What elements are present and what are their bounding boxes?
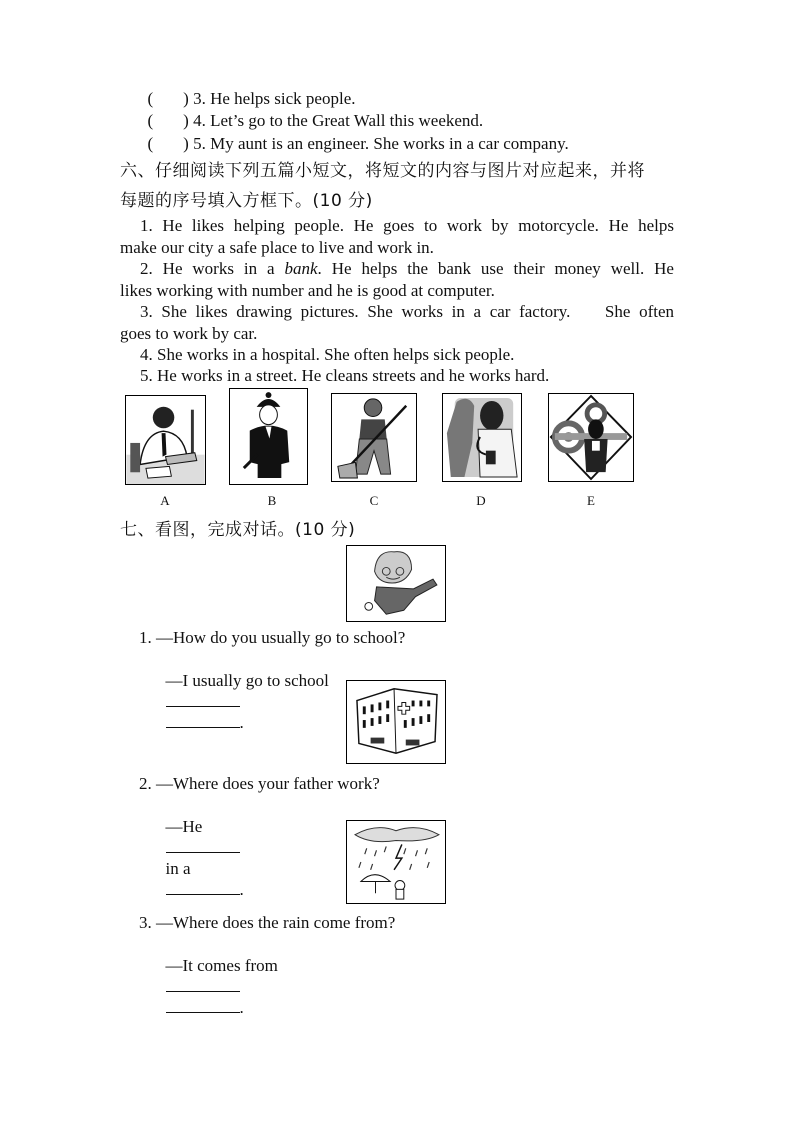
picture-running-boy bbox=[346, 545, 446, 622]
passage-italic-word: bank bbox=[284, 259, 318, 278]
running-boy-icon bbox=[347, 546, 445, 621]
passage-text: make our city a safe place to live and work in. bbox=[120, 237, 434, 257]
answer-blank-1[interactable] bbox=[166, 692, 240, 707]
doctor-icon bbox=[443, 394, 521, 481]
rain-clouds-icon bbox=[347, 821, 445, 903]
period: . bbox=[239, 880, 244, 899]
item-5 bbox=[139, 112, 569, 154]
picture-rain bbox=[346, 820, 446, 904]
answer-prefix: —It comes from bbox=[165, 956, 278, 975]
answer-mid: in a bbox=[165, 859, 191, 878]
answer-paren-open[interactable]: ( bbox=[147, 111, 154, 130]
passage-4 bbox=[120, 344, 674, 366]
passage-text: 2. He works in a bbox=[140, 259, 285, 278]
item-text: ) 5. My aunt is an engineer. She works in a car company. bbox=[183, 134, 569, 153]
dialogue-3-answer bbox=[157, 934, 278, 1018]
passage-2 bbox=[120, 258, 674, 301]
answer-blank-2[interactable] bbox=[166, 880, 240, 895]
section7-title: 七、看图，完成对话。(10 分) bbox=[120, 520, 356, 540]
period: . bbox=[239, 713, 244, 732]
answer-blank-2[interactable] bbox=[166, 998, 240, 1013]
answer-prefix: —I usually go to school bbox=[165, 671, 329, 690]
answer-paren-open[interactable]: ( bbox=[147, 134, 154, 153]
passage-text: 3. She likes drawing pictures. She works in a car factory. She often bbox=[140, 302, 674, 321]
dialogue-3-question: 3. —Where does the rain come from? bbox=[139, 913, 396, 932]
picture-label-c: C bbox=[369, 493, 379, 508]
picture-label-a: A bbox=[160, 493, 170, 508]
passage-text: . He helps the bank use their money well. He bbox=[317, 259, 674, 278]
section6-title-line1: 六、仔细阅读下列五篇小短文，将短文的内容与图片对应起来，并将 bbox=[120, 161, 645, 181]
picture-b-police-officer bbox=[229, 388, 308, 485]
answer-blank-2[interactable] bbox=[166, 713, 240, 728]
picture-hospital bbox=[346, 680, 446, 764]
picture-a-office-worker bbox=[125, 395, 206, 485]
picture-e-engineer bbox=[548, 393, 634, 482]
section6-title-line2: 每题的序号填入方框下。(10 分) bbox=[120, 191, 373, 211]
passage-text: likes working with number and he is good at computer. bbox=[120, 280, 495, 300]
passage-5 bbox=[120, 365, 674, 387]
office-worker-icon bbox=[126, 396, 205, 484]
dialogue-1-question: 1. —How do you usually go to school? bbox=[139, 628, 406, 647]
picture-label-d: D bbox=[476, 493, 486, 508]
passage-text: goes to work by car. bbox=[120, 323, 258, 343]
engineer-icon bbox=[549, 394, 633, 481]
passage-text: 5. He works in a street. He cleans streets and he works hard. bbox=[140, 366, 550, 385]
dialogue-1-answer bbox=[157, 649, 329, 733]
answer-blank-1[interactable] bbox=[166, 838, 240, 853]
passage-3 bbox=[120, 301, 674, 344]
passage-text: 1. He likes helping people. He goes to work by motorcycle. He helps bbox=[140, 216, 674, 235]
item-text: ) 4. Let’s go to the Great Wall this weekend. bbox=[183, 111, 484, 130]
picture-label-e: E bbox=[587, 493, 595, 508]
picture-label-b: B bbox=[267, 493, 277, 508]
answer-blank-1[interactable] bbox=[166, 977, 240, 992]
passage-text: 4. She works in a hospital. She often helps sick people. bbox=[140, 345, 515, 364]
item-text: ) 3. He helps sick people. bbox=[183, 89, 356, 108]
picture-c-street-cleaner bbox=[331, 393, 417, 482]
police-officer-icon bbox=[230, 389, 307, 484]
hospital-building-icon bbox=[347, 681, 445, 763]
period: . bbox=[239, 998, 244, 1017]
passage-1 bbox=[120, 215, 674, 258]
dialogue-2-question: 2. —Where does your father work? bbox=[139, 774, 380, 793]
answer-prefix: —He bbox=[165, 817, 203, 836]
dialogue-2-answer bbox=[157, 795, 244, 900]
answer-paren-open[interactable]: ( bbox=[147, 89, 154, 108]
street-cleaner-icon bbox=[332, 394, 416, 481]
picture-d-doctor bbox=[442, 393, 522, 482]
